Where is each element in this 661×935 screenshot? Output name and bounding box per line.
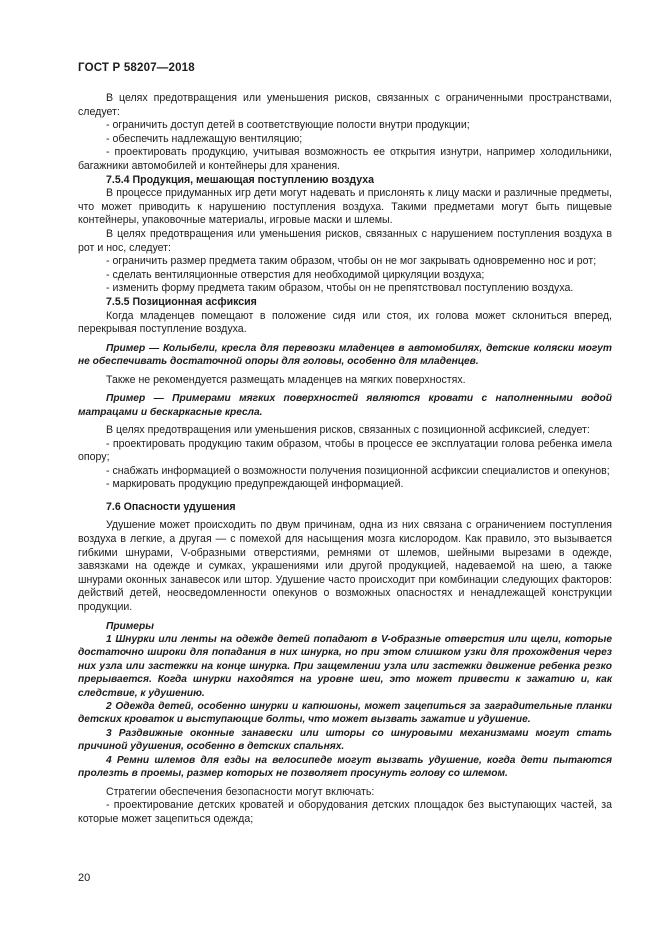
example-item: 3 Раздвижные оконные занавески или шторы со шнуровыми механизмами могут стать причиной удушения, особенно в детских спальнях. [78, 727, 612, 753]
page-content [78, 92, 612, 826]
paragraph: В процессе придуманных игр дети могут надевать и прислонять к лицу маски и различные предметы, что может приводить к нарушению поступления воздуха. Такими предметами могут быть пищевые контейнеры, упаковочные материалы, игровые маски и шлемы. [78, 187, 612, 227]
paragraph: Также не рекомендуется размещать младенцев на мягких поверхностях. [106, 373, 466, 386]
section-heading-7-5-5: 7.5.5 Позиционная асфиксия [106, 295, 257, 308]
list-item: - проектирование детских кроватей и оборудования детских площадок без выступающих частей, за которые может зацепиться одежда; [78, 799, 612, 825]
list-item: - снабжать информацией о возможности получения позиционной асфиксии специалистов и опекунов; [106, 464, 610, 477]
section-heading-7-6: 7.6 Опасности удушения [106, 500, 236, 513]
list-item: - ограничить размер предмета таким образом, чтобы он не мог закрывать одновременно нос и рот; [106, 255, 597, 268]
paragraph: Стратегии обеспечения безопасности могут включать: [106, 785, 375, 798]
example-item: 1 Шнурки или ленты на одежде детей попадают в V-образные отверстия или щели, которые достаточно широки для попадания в них шнурка, но при этом слишком узки для прохождения через них узла или застежки на конце шнурка. При защемлении узла или застежки движение ребенка резко прерывается. Когда шнурки находятся на уровне шеи, это может привести к зажатию и, как следствие, к удушению. [78, 634, 612, 699]
section-heading-7-5-4: 7.5.4 Продукция, мешающая поступлению воздуха [106, 173, 375, 186]
paragraph: В целях предотвращения или уменьшения рисков, связанных с ограниченными пространствами, следует: [78, 92, 612, 118]
paragraph: В целях предотвращения или уменьшения рисков, связанных с нарушением поступления воздуха в рот и нос, следует: [78, 227, 612, 254]
example-note: Пример — Колыбели, кресла для перевозки младенцев в автомобилях, детские коляски могут не обеспечивать достаточной опоры для головы, особенно для младенцев. [78, 342, 612, 368]
list-item: - проектировать продукцию, учитывая возможность ее открытия изнутри, например холодильники, багажники автомобилей и контейнеры для хранения. [78, 146, 612, 172]
page-number: 20 [78, 872, 91, 884]
list-item: - изменить форму предмета таким образом, чтобы он не препятствовал поступлению воздуха. [106, 282, 574, 295]
example-item: 2 Одежда детей, особенно шнурки и капюшоны, может зацепиться за заградительные планки детских кроваток и выступающие болты, что может вызвать зажатие и удушение. [78, 701, 612, 726]
standard-header: ГОСТ Р 58207—2018 [78, 62, 195, 74]
examples-heading: Примеры [106, 620, 154, 632]
example-item: 4 Ремни шлемов для езды на велосипеде могут вызвать удушение, когда дети пытаются пролезть в проемы, размер которых не позволяет просунуть голову со шлемом. [78, 754, 612, 780]
paragraph: В целях предотвращения или уменьшения рисков, связанных с позиционной асфиксией, следует: [106, 423, 590, 436]
paragraph: Когда младенцев помещают в положение сидя или стоя, их голова может склониться вперед, перекрывая поступление воздуха. [78, 309, 612, 336]
list-item: - ограничить доступ детей в соответствующие полости внутри продукции; [106, 119, 470, 132]
list-item: - сделать вентиляционные отверстия для необходимой циркуляции воздуха; [106, 268, 485, 281]
paragraph: Удушение может происходить по двум причинам, одна из них связана с ограничением поступления воздуха в легкие, а другая — с помехой для насыщения мозга кислородом. Как правило, это вызывается гибкими шнурами, V-образными отверстиями, ремнями от шлемов, шейными вырезами в одежде, завязками на одежде и сумках, украшениями или другой продукцией, надеваемой на шею, а также шнурами оконных занавесок или штор. Удушение часто происходит при комбинации следующих факторов: действий детей, неосведомленности опекунов о возможных опасностях и ненадлежащей конструкции продукции. [78, 519, 612, 614]
list-item: - маркировать продукцию предупреждающей информацией. [106, 478, 404, 491]
list-item: - обеспечить надлежащую вентиляцию; [106, 132, 303, 145]
example-note: Пример — Примерами мягких поверхностей являются кровати с наполненными водой матрацами и бескаркасные кресла. [78, 393, 612, 418]
list-item: - проектировать продукцию таким образом, чтобы в процессе ее эксплуатации голова ребенка имела опору; [78, 437, 612, 464]
